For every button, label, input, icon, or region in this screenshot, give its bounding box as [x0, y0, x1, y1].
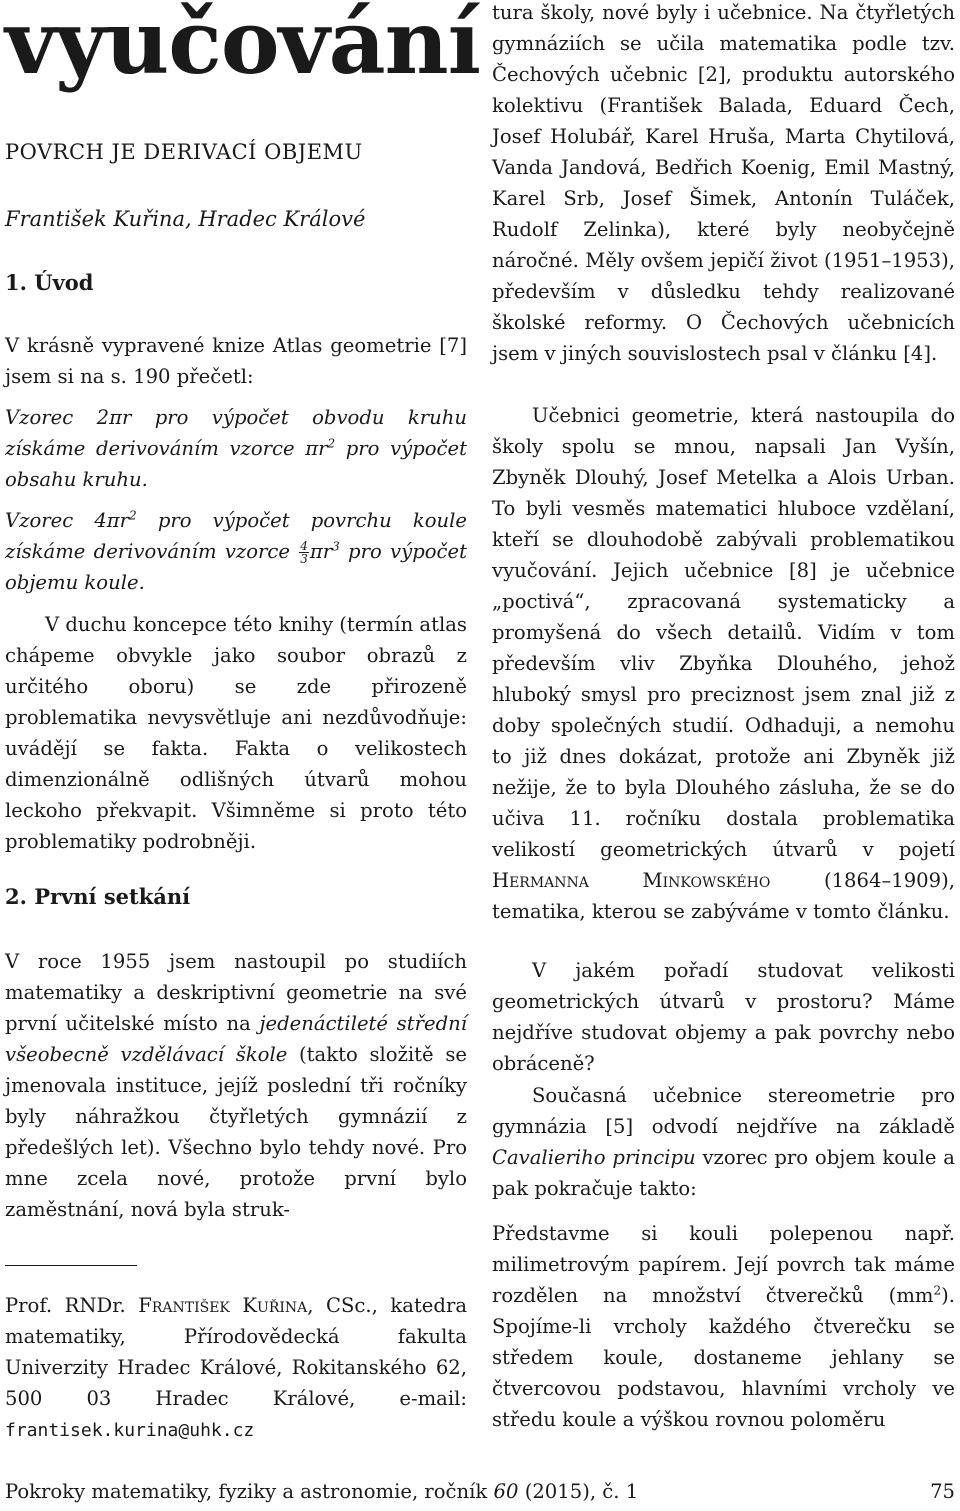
author-email: frantisek.kurina@uhk.cz [5, 1420, 255, 1441]
paragraph-sphere-paper: Představme si kouli polepenou např. milimetrovým papírem. Její povrch tak máme rozdělen na množství čtverečků $(mm^2)$. Spojíme-li vrcholy každého čtverečku se středem koule, dostaneme jehlany se čtvercovou podstavou, hlavními vrcholy ve středu koule a výškou rovnou poloměru [492, 1222, 955, 1431]
footnote-rule [5, 1265, 137, 1266]
page-footer [5, 1480, 955, 1503]
article-title: POVRCH JE DERIVACÍ OBJEMU [5, 140, 363, 164]
journal-citation: Pokroky matematiky, fyziky a astronomie, ročník 60 (2015), č. 1 [5, 1480, 639, 1503]
paragraph-geometry-textbook: Učebnici geometrie, která nastoupila do školy spolu se mnou, napsali Jan Vyšín, Zbyněk Dlouhý, Josef Metelka a Alois Urban. To byli vesměs matematici hluboce vzdělaní, kteří se dlouhodobě zabývali problematikou vyučování. Jejich učebnice [8] je učebnice „poctivá“, zpracovaná systematicky a promyšená do všech detailů. Vidím v tom především vliv Zbyňka Dlouhého, jehož hluboký smysl pro preciznost jsem znal již z doby společných studií. Odhaduji, a nemohu to již dnes dokázat, protože ani Zbyněk již nežije, že to byla Dlouhého zásluha, že se do učiva 11. ročníku dostala problematika velikostí geometrických útvarů v pojetí Hermanna Minkowského (1864–1909), tematika, kterou se zabýváme v tomto článku. [492, 404, 955, 923]
author-footnote: Prof. RNDr. František Kuřina, CSc., katedra matematiky, Přírodovědecká fakulta Univerzity Hradec Králové, Rokitanského 62, 500 03 Hradec Králové, e-mail: frantisek.kurina@uhk.cz [5, 1294, 467, 1441]
section-heading-first-meeting: 2. První setkání [5, 884, 191, 909]
quote-sphere: Vzorec $4\pi r^2$ pro výpočet povrchu koule získáme derivováním vzorce $\frac{4}{3}$ $\pi r^3$ pro výpočet objemu koule. [5, 508, 467, 594]
page-number: 75 [930, 1480, 955, 1503]
article-author: František Kuřina, Hradec Králové [5, 207, 366, 231]
paragraph-school-reform: tura školy, nové byly i učebnice. Na čtyřletých gymnáziích se učila matematika podle tzv. Čechových učebnic [2], produktu autorského kolektivu (František Balada, Eduard Čech, Josef Holubář, Karel Hruša, Marta Chytilová, Vanda Jandová, Bedřich Koenig, Emil Mastný, Karel Srb, Josef Šimek, Antonín Tuláček, Rudolf Zelinka), které byly neobyčejně náročné. Měly ovšem jepičí život (1951–1953), především v důsledku tehdy realizované školské reformy. O Čechových učebnicích jsem v jiných souvislostech psal v článku [4]. [492, 1, 955, 365]
section-heading-intro: 1. Úvod [5, 270, 94, 295]
paragraph-intro: V krásně vypravené knize Atlas geometrie [7] jsem si na s. 190 přečetl: [5, 334, 467, 388]
paragraph-atlas: V duchu koncepce této knihy (termín atlas chápeme obvykle jako soubor obrazů z určitého oboru) se zde přirozeně problematika nevysvětluje ani nezdůvodňuje: uvádějí se fakta. Fakta o velikostech dimenzionálně odlišných útvarů mohou leckoho překvapit. Všimněme si proto této problematiky podrobněji. [5, 613, 467, 853]
paragraph-current-textbook: Současná učebnice stereometrie pro gymnázia [5] odvodí nejdříve na základě Cavalieriho principu vzorec pro objem koule a pak pokračuje takto: [492, 1084, 955, 1200]
paragraph-1955: V roce 1955 jsem nastoupil po studiích matematiky a deskriptivní geometrie na své první učitelské místo na jedenáctileté střední všeobecně vzdělávací škole (takto složitě se jmenovala instituce, jejíž poslední tři ročníky byly náhražkou čtyřletých gymnázií z předešlých let). Všechno bylo tehdy nové. Pro mne zcela nové, protože první bylo zaměstnání, nová byla struk- [5, 950, 467, 1221]
quote-circle: Vzorec 2πr pro výpočet obvodu kruhu získáme derivováním vzorce $\pi r^2$ pro výpočet obsahu kruhu. [5, 406, 468, 491]
fraction: $\frac{4}{3}$ [300, 539, 308, 566]
paragraph-question: V jakém pořadí studovat velikosti geometrických útvarů v prostoru? Máme nejdříve studovat objemy a pak povrchy nebo obráceně? [492, 959, 955, 1075]
section-heading: vyučování [5, 0, 481, 94]
